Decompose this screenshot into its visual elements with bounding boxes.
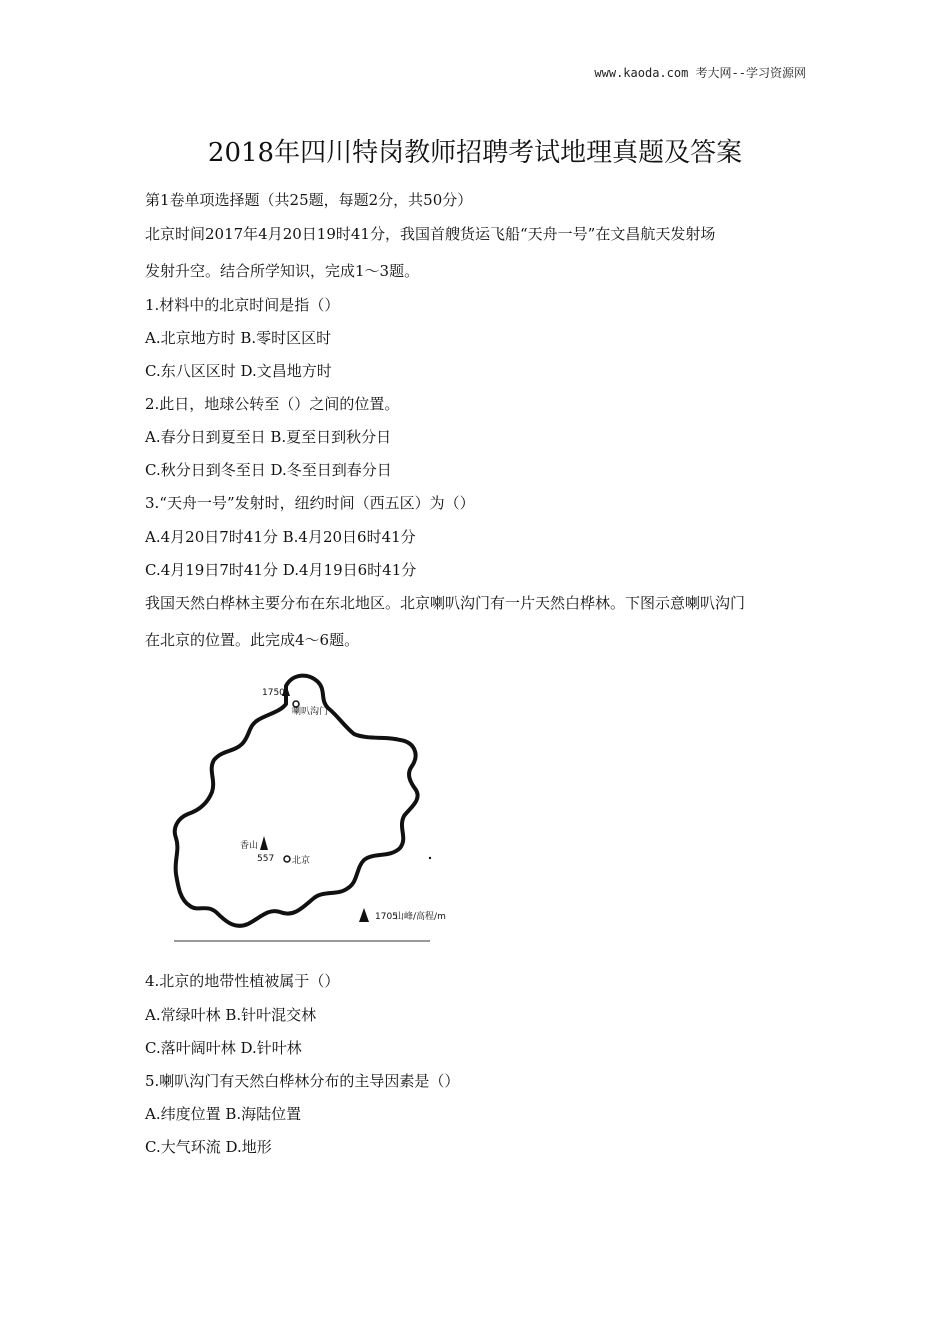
beijing-label: 北京	[292, 856, 311, 866]
question-5-options-ab: A.纬度位置 B.海陆位置	[145, 1105, 302, 1123]
question-2-options-cd: C.秋分日到冬至日 D.冬至日到春分日	[145, 461, 392, 479]
question-3: 3.“天舟一号”发射时，纽约时间（西五区）为（）	[145, 494, 475, 512]
question-3-options-ab: A.4月20日7时41分 B.4月20日6时41分	[145, 528, 416, 546]
section-heading: 第1卷单项选择题（共25题，每题2分，共50分）	[145, 191, 473, 209]
question-4-options-ab: A.常绿叶林 B.针叶混交林	[145, 1006, 317, 1024]
intro1-line1: 北京时间2017年4月20日19时41分，我国首艘货运飞船“天舟一号”在文昌航天发射场	[145, 225, 716, 243]
legend-elevation: 1705	[375, 912, 398, 922]
question-2: 2.此日，地球公转至（）之间的位置。	[145, 395, 400, 413]
document-title: 2018年四川特岗教师招聘考试地理真题及答案	[207, 138, 743, 168]
beijing-city-marker-icon	[284, 856, 290, 862]
question-3-options-cd: C.4月19日7时41分 D.4月19日6时41分	[145, 561, 417, 579]
xiangshan-elevation: 557	[257, 854, 275, 864]
intro2-line1: 我国天然白桦林主要分布在东北地区。北京喇叭沟门有一片天然白桦林。下图示意喇叭沟门	[145, 594, 746, 612]
question-1-options-ab: A.北京地方时 B.零时区区时	[145, 329, 332, 347]
question-5-options-cd: C.大气环流 D.地形	[145, 1138, 272, 1156]
question-1-options-cd: C.东八区区时 D.文昌地方时	[145, 362, 332, 380]
legend-label: 山峰/高程/m	[395, 912, 446, 922]
legend-peak-icon	[359, 908, 369, 922]
peak-north-elevation: 1750	[262, 688, 285, 698]
xiangshan-label: 香山	[240, 841, 259, 851]
xiangshan-peak-icon	[260, 836, 268, 850]
question-2-options-ab: A.春分日到夏至日 B.夏至日到秋分日	[145, 428, 392, 446]
labamen-label: 喇叭沟门	[292, 707, 329, 717]
question-4: 4.北京的地带性植被属于（）	[145, 972, 340, 990]
intro2-line2: 在北京的位置。此完成4～6题。	[145, 631, 360, 649]
beijing-map	[168, 668, 478, 950]
question-5: 5.喇叭沟门有天然白桦林分布的主导因素是（）	[145, 1072, 460, 1090]
header-source-note: www.kaoda.com 考大网--学习资源网	[594, 66, 806, 80]
question-4-options-cd: C.落叶阔叶林 D.针叶林	[145, 1039, 302, 1057]
intro1-line2: 发射升空。结合所学知识，完成1～3题。	[145, 262, 420, 280]
question-1: 1.材料中的北京时间是指（）	[145, 296, 340, 314]
stray-dot	[429, 857, 431, 859]
